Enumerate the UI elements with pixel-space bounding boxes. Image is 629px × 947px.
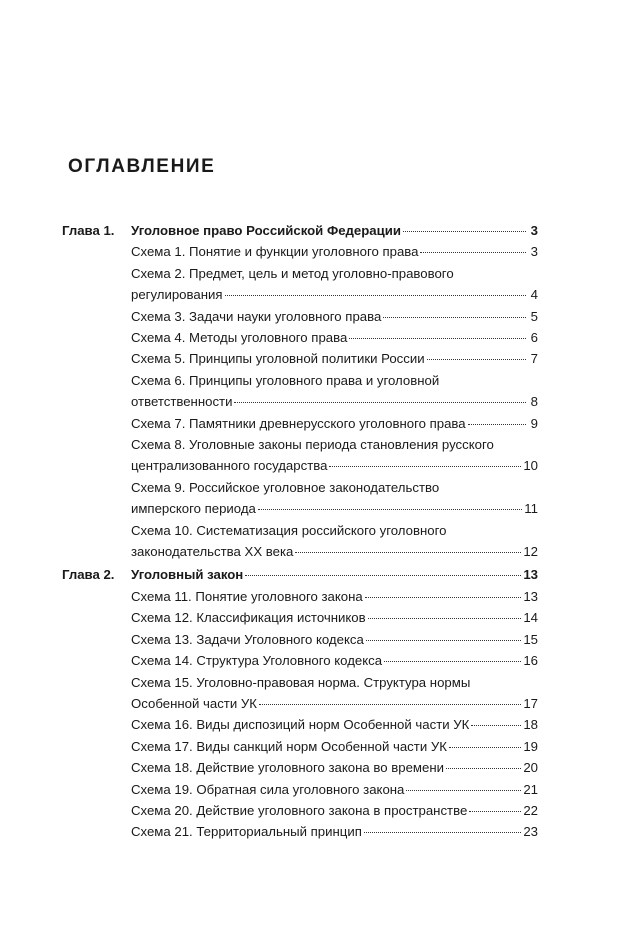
toc-entry[interactable] <box>131 821 538 842</box>
page-number: 7 <box>530 351 538 367</box>
toc-entry[interactable] <box>131 650 538 671</box>
page-number: 13 <box>523 567 538 583</box>
toc-entry-text: ответственности <box>131 394 233 410</box>
page-title: ОГЛАВЛЕНИЕ <box>68 156 216 177</box>
toc-entry-text: централизованного государства <box>131 458 328 474</box>
toc-entry-text: Схема 14. Структура Уголовного кодекса <box>131 653 383 669</box>
toc-entry[interactable] <box>131 434 538 477</box>
toc-entry[interactable] <box>131 327 538 348</box>
page-number: 6 <box>530 330 538 346</box>
page-number: 9 <box>530 415 538 431</box>
toc-entry[interactable] <box>131 477 538 520</box>
dot-leader <box>446 768 521 769</box>
toc-entry-text: Схема 8. Уголовные законы периода становления русского <box>131 437 494 453</box>
toc-entry[interactable] <box>131 348 538 369</box>
chapter-label: Глава 2. <box>62 567 115 583</box>
page-number: 4 <box>530 287 538 303</box>
chapter-title: Уголовное право Российской Федерации <box>131 223 401 238</box>
chapter-title: Уголовный закон <box>131 567 244 583</box>
dot-leader <box>420 252 526 253</box>
toc-entry-text: Схема 2. Предмет, цель и метод уголовно-правового <box>131 265 454 281</box>
dot-leader <box>329 466 521 467</box>
toc-entry[interactable] <box>131 714 538 735</box>
page-number: 11 <box>524 501 538 517</box>
table-of-contents <box>62 220 538 843</box>
dot-leader <box>259 704 521 705</box>
page-number: 17 <box>523 695 538 711</box>
page-number: 3 <box>530 223 538 238</box>
dot-leader <box>403 231 526 232</box>
toc-entry-text: Схема 5. Принципы уголовной политики России <box>131 351 425 367</box>
dot-leader <box>406 790 521 791</box>
toc-entry-text: имперского периода <box>131 501 256 517</box>
toc-entry-text: Схема 11. Понятие уголовного закона <box>131 588 363 604</box>
dot-leader <box>295 552 521 553</box>
dot-leader <box>365 597 522 598</box>
toc-entry-text: Схема 17. Виды санкций норм Особенной части УК <box>131 738 447 754</box>
toc-entry-text: Схема 1. Понятие и функции уголовного права <box>131 244 419 260</box>
dot-leader <box>364 832 521 833</box>
page-number: 18 <box>523 717 538 733</box>
toc-entry-text: Схема 15. Уголовно-правовая норма. Структура нормы <box>131 674 471 690</box>
dot-leader <box>427 359 526 360</box>
toc-entry[interactable] <box>131 800 538 821</box>
dot-leader <box>234 402 526 403</box>
toc-entry-text: Схема 12. Классификация источников <box>131 610 366 626</box>
dot-leader <box>468 424 526 425</box>
toc-entry[interactable] <box>131 629 538 650</box>
dot-leader <box>366 640 522 641</box>
page-number: 19 <box>523 738 538 754</box>
dot-leader <box>258 509 522 510</box>
toc-entry-text: Схема 4. Методы уголовного права <box>131 330 348 346</box>
toc-entry-text: законодательства XX века <box>131 544 294 560</box>
page-number: 14 <box>523 610 538 626</box>
toc-entry-text: Схема 9. Российское уголовное законодательство <box>131 479 440 495</box>
page-number: 3 <box>530 244 538 260</box>
page-number: 21 <box>523 781 538 797</box>
toc-entry[interactable] <box>131 306 538 327</box>
toc-entry[interactable] <box>131 370 538 413</box>
toc-entry[interactable] <box>131 586 538 607</box>
page-number: 16 <box>523 653 538 669</box>
chapter-heading[interactable] <box>62 220 538 241</box>
page-number: 10 <box>523 458 538 474</box>
toc-entry-text: Схема 19. Обратная сила уголовного закона <box>131 781 405 797</box>
toc-entry-text: Схема 20. Действие уголовного закона в пространстве <box>131 802 468 818</box>
toc-entry-text: Схема 13. Задачи Уголовного кодекса <box>131 631 364 647</box>
toc-entry-text: регулирования <box>131 287 223 303</box>
dot-leader <box>368 618 522 619</box>
dot-leader <box>384 661 521 662</box>
toc-entry[interactable] <box>131 413 538 434</box>
toc-entry-text: Схема 16. Виды диспозиций норм Особенной части УК <box>131 717 470 733</box>
dot-leader <box>449 747 521 748</box>
dot-leader <box>349 338 526 339</box>
toc-entry[interactable] <box>131 757 538 778</box>
toc-entry-text: Особенной части УК <box>131 695 257 711</box>
toc-entry[interactable] <box>131 241 538 262</box>
toc-entry[interactable] <box>131 736 538 757</box>
toc-entry[interactable] <box>131 263 538 306</box>
dot-leader <box>383 317 526 318</box>
toc-entry[interactable] <box>131 607 538 628</box>
toc-entry-text: Схема 7. Памятники древнерусского уголовного права <box>131 415 466 431</box>
page-number: 15 <box>523 631 538 647</box>
toc-entry[interactable] <box>131 779 538 800</box>
dot-leader <box>469 811 521 812</box>
toc-entry[interactable] <box>131 672 538 715</box>
chapter-label: Глава 1. <box>62 223 115 238</box>
chapter-heading[interactable] <box>62 564 538 585</box>
page-number: 5 <box>530 308 538 324</box>
toc-entry-text: Схема 21. Территориальный принцип <box>131 824 362 840</box>
dot-leader <box>471 725 521 726</box>
toc-entry-text: Схема 6. Принципы уголовного права и уголовной <box>131 372 440 388</box>
page-number: 8 <box>530 394 538 410</box>
page-number: 12 <box>523 544 538 560</box>
page-number: 23 <box>523 824 538 840</box>
page-number: 20 <box>523 760 538 776</box>
toc-entry[interactable] <box>131 520 538 563</box>
dot-leader <box>225 295 527 296</box>
page-number: 22 <box>523 802 538 818</box>
dot-leader <box>245 575 521 576</box>
toc-entry-text: Схема 3. Задачи науки уголовного права <box>131 308 382 324</box>
toc-entry-text: Схема 18. Действие уголовного закона во времени <box>131 760 444 776</box>
page-number: 13 <box>523 588 538 604</box>
toc-entry-text: Схема 10. Систематизация российского уголовного <box>131 522 447 538</box>
